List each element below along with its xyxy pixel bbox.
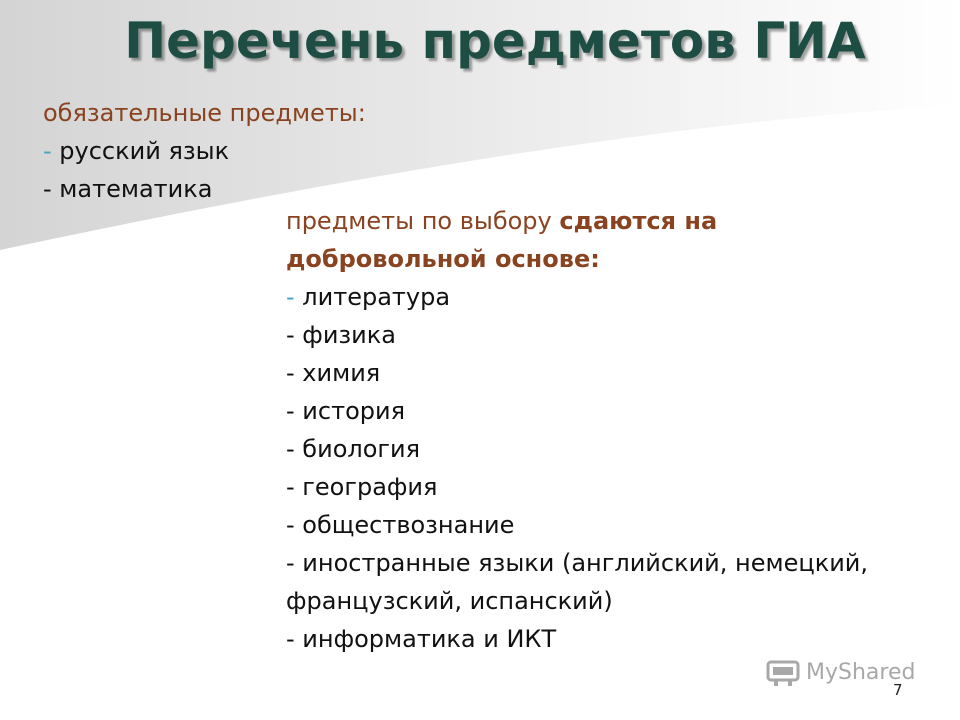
projector-icon (766, 659, 800, 687)
list-dash: - (286, 549, 295, 577)
list-item-text: иностранные языки (английский, немецкий, (294, 549, 869, 577)
list-dash: - (286, 321, 295, 349)
optional-heading-bold: сдаются на (559, 207, 718, 235)
optional-heading-bold-continued: добровольной основе: (286, 245, 600, 273)
list-dash: - (286, 435, 295, 463)
required-subjects-block (43, 94, 366, 208)
list-item-continuation (286, 582, 868, 620)
list-dash: - (286, 397, 295, 425)
list-item (286, 316, 868, 354)
optional-subjects-heading (286, 202, 868, 240)
list-item-text: физика (294, 321, 396, 349)
list-item-text: история (294, 397, 406, 425)
list-dash: - (286, 283, 295, 311)
list-item-text: биология (294, 435, 421, 463)
list-dash: - (43, 137, 52, 165)
list-item-text: география (294, 473, 438, 501)
list-item-text: французский, испанский) (286, 587, 613, 615)
list-item (286, 354, 868, 392)
required-subjects-heading: обязательные предметы: (43, 99, 366, 127)
list-item (286, 468, 868, 506)
list-dash: - (286, 511, 295, 539)
list-dash: - (286, 473, 295, 501)
list-item-text: математика (51, 175, 213, 203)
list-item (286, 278, 868, 316)
list-item-text: химия (294, 359, 381, 387)
list-item (286, 392, 868, 430)
list-dash: - (43, 175, 52, 203)
list-item (286, 620, 868, 658)
watermark-text: MyShared (806, 660, 916, 685)
list-item-text: русский язык (51, 137, 230, 165)
list-item (43, 132, 366, 170)
list-item-text: обществознание (294, 511, 515, 539)
page-number: 7 (893, 681, 903, 699)
list-dash: - (286, 359, 295, 387)
list-item (286, 430, 868, 468)
optional-subjects-block (286, 202, 868, 658)
list-item (286, 506, 868, 544)
list-item-text: литература (294, 283, 451, 311)
list-dash: - (286, 625, 295, 653)
optional-heading-text: предметы по выбору (286, 207, 560, 235)
slide-title: Перечень предметов ГИА (124, 12, 866, 70)
list-item-text: информатика и ИКТ (294, 625, 557, 653)
list-item (286, 544, 868, 582)
